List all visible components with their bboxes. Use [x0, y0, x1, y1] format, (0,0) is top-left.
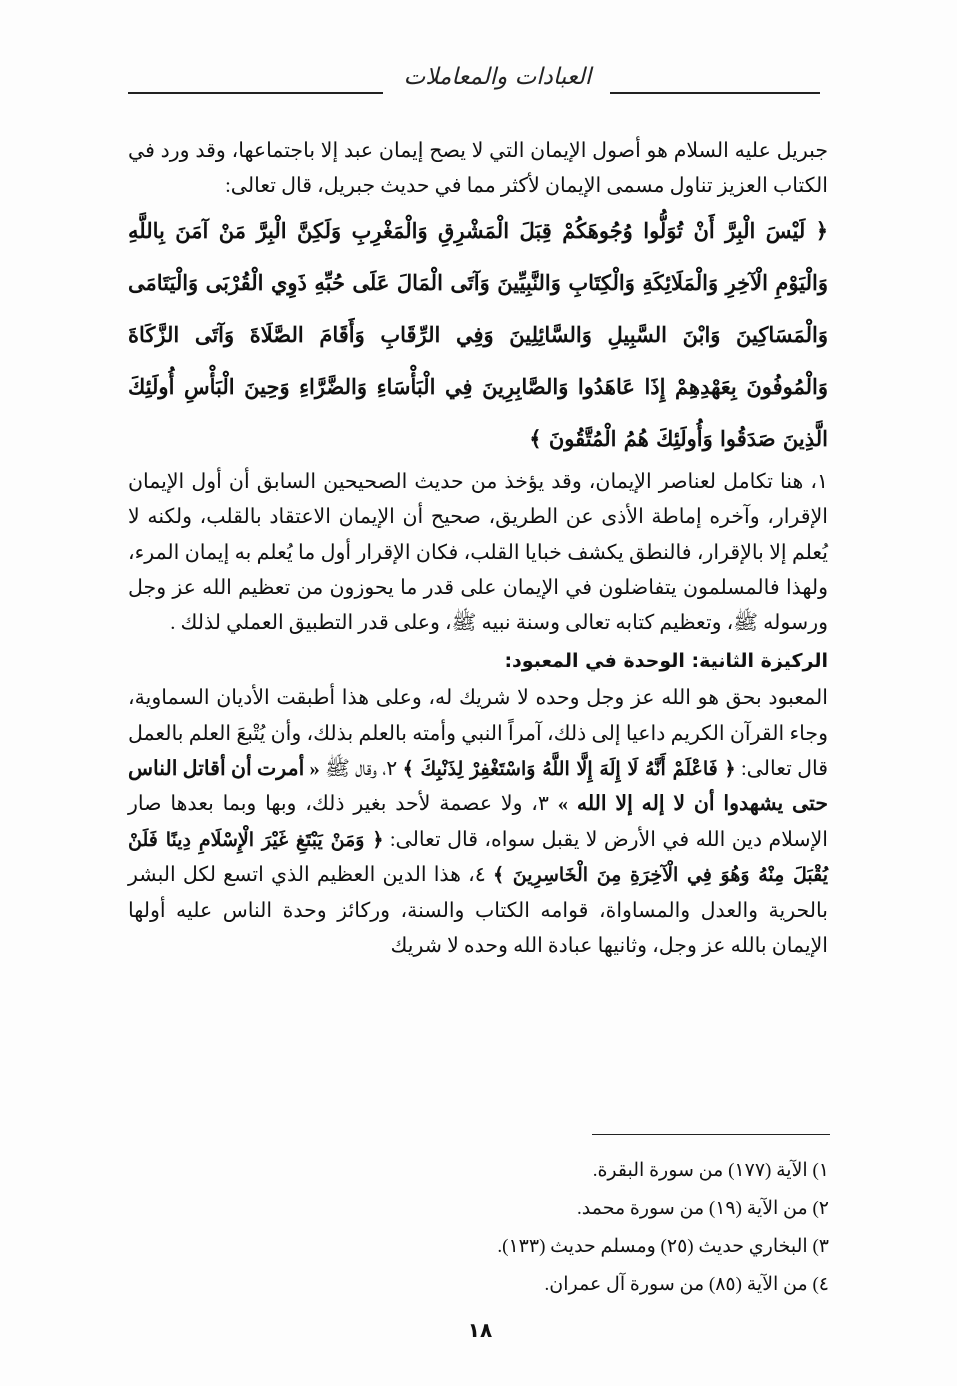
quran-verse-albaqarah: ﴿ لَيْسَ الْبِرَّ أَنْ تُوَلُّوا وُجُوهَكُمْ قِبَلَ الْمَشْرِقِ وَالْمَغْرِبِ وَلَكِنَّ الْبِرَّ مَنْ آمَنَ بِاللَّهِ وَالْيَوْمِ الْآخِرِ وَالْمَلَائِكَةِ وَالْكِتَابِ وَالنَّبِيِّينَ وَآتَى الْمَالَ عَلَى حُبِّهِ ذَوِي الْقُرْبَى وَالْيَتَامَى وَالْمَسَاكِينَ وَابْنَ السَّبِيلِ وَالسَّائِلِينَ وَفِي الرِّقَابِ وَأَقَامَ الصَّلَاةَ وَآتَى الزَّكَاةَ وَالْمُوفُونَ بِعَهْدِهِمْ إِذَا عَاهَدُوا وَالصَّابِرِينَ فِي الْبَأْسَاءِ وَالضَّرَّاءِ وَحِينَ الْبَأْسِ أُولَئِكَ الَّذِينَ صَدَقُوا وَأُولَئِكَ هُمُ الْمُتَّقُونَ ﴾: [128, 217, 828, 451]
quran-verse-aal-imran: ﴿ وَمَنْ يَبْتَغِ غَيْرَ الْإِسْلَامِ دِينًا فَلَنْ يُقْبَلَ مِنْهُ وَهُوَ فِي الْآخِرَةِ مِنَ الْخَاسِرِينَ ﴾: [128, 828, 829, 887]
paragraph-unity-of-worship: [128, 681, 828, 964]
hadith-quote: « أمرت أن أقاتل الناس حتى يشهدوا أن لا إله إلا الله »: [128, 758, 828, 816]
header-rule-left: [128, 92, 383, 94]
footnote-1: ١) الآية (١٧٧) من سورة البقرة.: [592, 1160, 829, 1181]
paragraph-text-d: ٤، هذا الدين العظيم الذي اتسع لكل البشر بالحرية والعدل والمساواة، قوامه الكتاب والسنة، وركائز وحدة الناس عليه أولها الإيمان بالله عز وجل، وثانيها عبادة الله وحده لا شريك: [128, 864, 828, 958]
header-rule-right: [610, 92, 820, 94]
footnote-separator: [592, 1134, 830, 1135]
running-header: [120, 62, 820, 102]
paragraph-text-b: ٢، وقال ﷺ: [325, 758, 398, 781]
paragraph-intro: جبريل عليه السلام هو أصول الإيمان التي لا يصح إيمان عبد إلا باجتماعها، وقد ورد في الكتاب العزيز تناول مسمى الإيمان لأكثر مما في حديث جبريل، قال تعالى:: [128, 140, 828, 198]
main-text: [128, 134, 828, 965]
footnote-3: ٣) البخاري حديث (٢٥) ومسلم حديث (١٣٣).: [497, 1236, 829, 1257]
paragraph-text-c: ٣، ولا عصمة لأحد بغير ذلك، وبها وبما بعدها صار الإسلام دين الله في الأرض لا يقبل سواه، قال تعالى:: [128, 793, 829, 851]
paragraph-faith-components: ١، هنا تكامل لعناصر الإيمان، وقد يؤخذ من حديث الصحيحين السابق أن أول الإيمان الإقرار، وآخره إماطة الأذى عن الطريق، صحيح أن الإيمان الاعتقاد بالقلب، ولكنه لا يُعلم إلا بالإقرار، فالنطق يكشف خبايا القلب، فكان الإقرار أول ما يُعلم به إيمان المرء، ولهذا فالمسلمون يتفاضلون في الإيمان على قدر ما يحوزون من تعظيم الله عز وجل ورسوله ﷺ، وتعظيم كتابه تعالى وسنة نبيه ﷺ، وعلى قدر التطبيق العملي لذلك .: [128, 470, 828, 635]
footnote-2: ٢) من الآية (١٩) من سورة محمد.: [576, 1198, 829, 1219]
footnote-4: ٤) من الآية (٨٥) من سورة آل عمران.: [544, 1274, 829, 1295]
header-title: العبادات والمعاملات: [403, 64, 592, 90]
footnotes: [129, 1152, 829, 1304]
quran-verse-muhammad: ﴿ فَاعْلَمْ أَنَّهُ لَا إِلَهَ إِلَّا اللَّهُ وَاسْتَغْفِرْ لِذَنْبِكَ ﴾: [402, 758, 736, 781]
paragraph-text-a: المعبود بحق هو الله عز وجل وحده لا شريك له، وعلى هذا أطبقت الأديان السماوية، وجاء القرآن الكريم داعيا إلى ذلك، آمراً النبي وأمته بالعلم بذلك، وأن يُتْبعَ العلم بالعمل قال تعالى:: [128, 687, 829, 781]
section-heading: الركيزة الثانية: الوحدة في المعبود:: [504, 649, 828, 672]
page-number: ١٨: [467, 1318, 493, 1342]
